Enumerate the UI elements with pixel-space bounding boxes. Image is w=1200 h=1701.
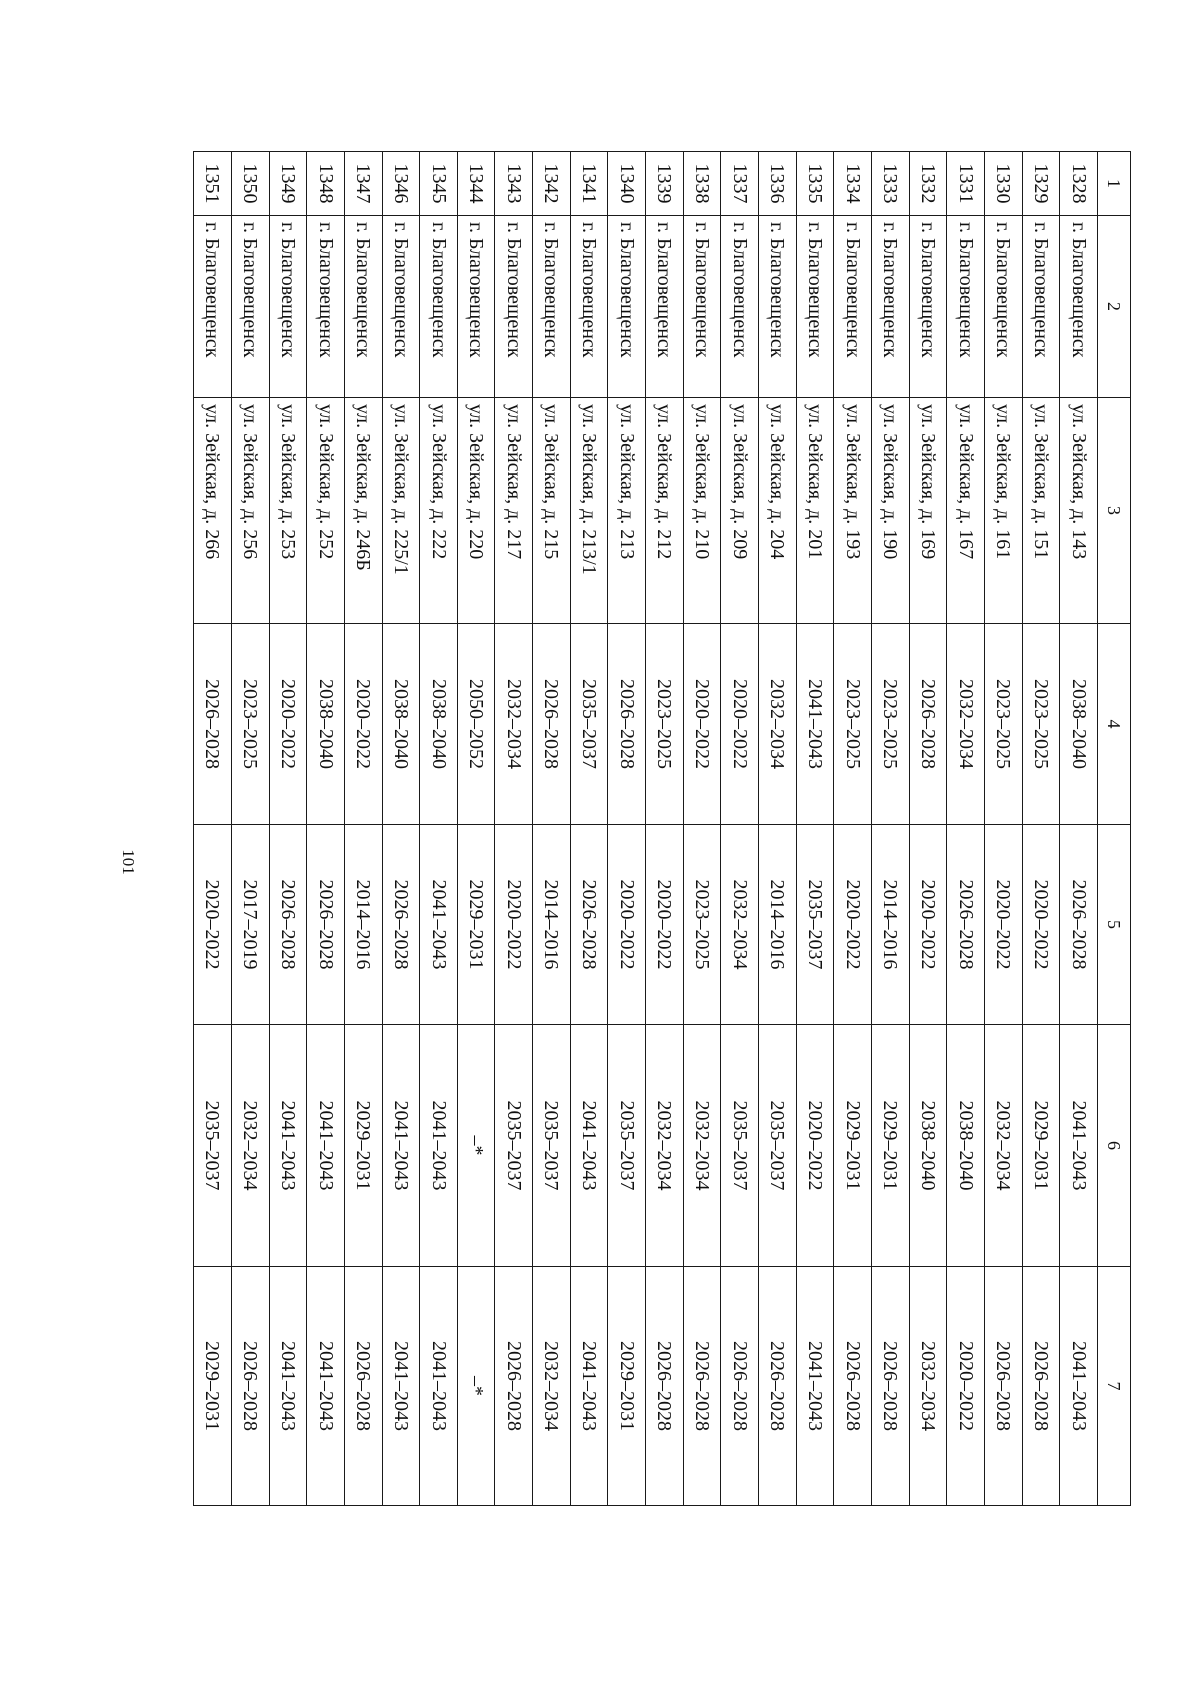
city-cell: г. Благовещенск (796, 216, 834, 398)
row-number-cell: 1346 (382, 152, 420, 216)
period-col6-cell: 2032–2034 (985, 1025, 1023, 1267)
period-col6-cell: 2032–2034 (683, 1025, 721, 1267)
address-cell: ул. Зейская, д. 246Б (344, 398, 382, 624)
period-col6-cell: 2029–2031 (1022, 1025, 1060, 1267)
column-header-2: 2 (1098, 216, 1131, 398)
city-cell: г. Благовещенск (495, 216, 533, 398)
address-cell: ул. Зейская, д. 204 (759, 398, 797, 624)
period-col5-cell: 2032–2034 (721, 825, 759, 1025)
row-number-cell: 1351 (194, 152, 232, 216)
table-row (796, 152, 834, 1506)
table-row (646, 152, 684, 1506)
city-cell: г. Благовещенск (608, 216, 646, 398)
period-col5-cell: 2026–2028 (947, 825, 985, 1025)
period-col5-cell: 2017–2019 (231, 825, 269, 1025)
period-col7-cell: 2041–2043 (796, 1267, 834, 1506)
period-col6-cell: 2035–2037 (495, 1025, 533, 1267)
period-col4-cell: 2023–2025 (231, 624, 269, 825)
address-cell: ул. Зейская, д. 167 (947, 398, 985, 624)
table-row (834, 152, 872, 1506)
period-col6-cell: 2035–2037 (721, 1025, 759, 1267)
row-number-cell: 1348 (307, 152, 345, 216)
period-col6-cell: 2032–2034 (231, 1025, 269, 1267)
table-row (909, 152, 947, 1506)
address-cell: ул. Зейская, д. 209 (721, 398, 759, 624)
period-col7-cell: 2020–2022 (947, 1267, 985, 1506)
city-cell: г. Благовещенск (646, 216, 684, 398)
period-col7-cell: 2026–2028 (495, 1267, 533, 1506)
period-col6-cell: 2029–2031 (344, 1025, 382, 1267)
column-header-1: 1 (1098, 152, 1131, 216)
row-number-cell: 1343 (495, 152, 533, 216)
column-header-7: 7 (1098, 1267, 1131, 1506)
table-row (1022, 152, 1060, 1506)
period-col7-cell: 2041–2043 (382, 1267, 420, 1506)
table-container (193, 151, 1131, 1505)
rotated-table-frame (193, 151, 1131, 1505)
row-number-cell: 1328 (1060, 152, 1098, 216)
address-cell: ул. Зейская, д. 225/1 (382, 398, 420, 624)
period-col5-cell: 2014–2016 (344, 825, 382, 1025)
city-cell: г. Благовещенск (269, 216, 307, 398)
city-cell: г. Благовещенск (1022, 216, 1060, 398)
row-number-cell: 1349 (269, 152, 307, 216)
city-cell: г. Благовещенск (985, 216, 1023, 398)
column-header-5: 5 (1098, 825, 1131, 1025)
address-cell: ул. Зейская, д. 256 (231, 398, 269, 624)
table-row (533, 152, 571, 1506)
period-col4-cell: 2020–2022 (683, 624, 721, 825)
period-col5-cell: 2026–2028 (382, 825, 420, 1025)
row-number-cell: 1345 (420, 152, 458, 216)
row-number-cell: 1344 (457, 152, 495, 216)
table-row (495, 152, 533, 1506)
period-col7-cell: 2026–2028 (646, 1267, 684, 1506)
period-col5-cell: 2026–2028 (570, 825, 608, 1025)
row-number-cell: 1350 (231, 152, 269, 216)
table-row (382, 152, 420, 1506)
period-col5-cell: 2014–2016 (759, 825, 797, 1025)
period-col6-cell: 2041–2043 (382, 1025, 420, 1267)
period-col5-cell: 2020–2022 (909, 825, 947, 1025)
city-cell: г. Благовещенск (759, 216, 797, 398)
period-col6-cell: 2041–2043 (1060, 1025, 1098, 1267)
period-col7-cell: 2041–2043 (570, 1267, 608, 1506)
period-col7-cell: 2032–2034 (909, 1267, 947, 1506)
period-col7-cell: 2026–2028 (683, 1267, 721, 1506)
period-col7-cell: 2041–2043 (420, 1267, 458, 1506)
period-col5-cell: 2020–2022 (608, 825, 646, 1025)
period-col5-cell: 2026–2028 (1060, 825, 1098, 1025)
period-col4-cell: 2020–2022 (344, 624, 382, 825)
period-col6-cell: 2029–2031 (872, 1025, 910, 1267)
period-col4-cell: 2023–2025 (872, 624, 910, 825)
row-number-cell: 1337 (721, 152, 759, 216)
city-cell: г. Благовещенск (457, 216, 495, 398)
column-header-6: 6 (1098, 1025, 1131, 1267)
address-cell: ул. Зейская, д. 210 (683, 398, 721, 624)
table-body (194, 152, 1098, 1506)
period-col4-cell: 2023–2025 (1022, 624, 1060, 825)
header-row (1098, 152, 1131, 1506)
period-col4-cell: 2038–2040 (307, 624, 345, 825)
period-col6-cell: –* (457, 1025, 495, 1267)
period-col6-cell: 2038–2040 (947, 1025, 985, 1267)
city-cell: г. Благовещенск (420, 216, 458, 398)
period-col6-cell: 2020–2022 (796, 1025, 834, 1267)
table-row (269, 152, 307, 1506)
period-col7-cell: 2026–2028 (759, 1267, 797, 1506)
period-col4-cell: 2026–2028 (608, 624, 646, 825)
period-col5-cell: 2020–2022 (646, 825, 684, 1025)
city-cell: г. Благовещенск (231, 216, 269, 398)
table-row (457, 152, 495, 1506)
period-col4-cell: 2041–2043 (796, 624, 834, 825)
column-header-4: 4 (1098, 624, 1131, 825)
address-cell: ул. Зейская, д. 193 (834, 398, 872, 624)
row-number-cell: 1341 (570, 152, 608, 216)
address-cell: ул. Зейская, д. 169 (909, 398, 947, 624)
period-col4-cell: 2020–2022 (269, 624, 307, 825)
city-cell: г. Благовещенск (307, 216, 345, 398)
row-number-cell: 1338 (683, 152, 721, 216)
address-cell: ул. Зейская, д. 215 (533, 398, 571, 624)
city-cell: г. Благовещенск (872, 216, 910, 398)
table-header (1098, 152, 1131, 1506)
period-col7-cell: 2032–2034 (533, 1267, 571, 1506)
period-col5-cell: 2020–2022 (194, 825, 232, 1025)
row-number-cell: 1347 (344, 152, 382, 216)
period-col4-cell: 2038–2040 (382, 624, 420, 825)
period-col4-cell: 2023–2025 (985, 624, 1023, 825)
address-cell: ул. Зейская, д. 253 (269, 398, 307, 624)
period-col5-cell: 2014–2016 (533, 825, 571, 1025)
period-col7-cell: 2029–2031 (608, 1267, 646, 1506)
table-row (420, 152, 458, 1506)
table-row (344, 152, 382, 1506)
table-row (307, 152, 345, 1506)
page-number: 101 (119, 849, 138, 875)
city-cell: г. Благовещенск (909, 216, 947, 398)
address-cell: ул. Зейская, д. 190 (872, 398, 910, 624)
row-number-cell: 1342 (533, 152, 571, 216)
period-col4-cell: 2026–2028 (533, 624, 571, 825)
period-col4-cell: 2050–2052 (457, 624, 495, 825)
row-number-cell: 1333 (872, 152, 910, 216)
address-cell: ул. Зейская, д. 213 (608, 398, 646, 624)
period-col5-cell: 2041–2043 (420, 825, 458, 1025)
city-cell: г. Благовещенск (1060, 216, 1098, 398)
city-cell: г. Благовещенск (533, 216, 571, 398)
period-col7-cell: 2026–2028 (344, 1267, 382, 1506)
period-col7-cell: 2026–2028 (721, 1267, 759, 1506)
period-col5-cell: 2014–2016 (872, 825, 910, 1025)
row-number-cell: 1340 (608, 152, 646, 216)
period-col6-cell: 2041–2043 (307, 1025, 345, 1267)
row-number-cell: 1329 (1022, 152, 1060, 216)
period-col6-cell: 2041–2043 (570, 1025, 608, 1267)
period-col7-cell: 2026–2028 (985, 1267, 1023, 1506)
period-col5-cell: 2020–2022 (834, 825, 872, 1025)
period-col4-cell: 2026–2028 (194, 624, 232, 825)
period-col6-cell: 2035–2037 (533, 1025, 571, 1267)
data-table (193, 151, 1131, 1506)
table-row (608, 152, 646, 1506)
city-cell: г. Благовещенск (194, 216, 232, 398)
address-cell: ул. Зейская, д. 222 (420, 398, 458, 624)
period-col5-cell: 2020–2022 (985, 825, 1023, 1025)
period-col7-cell: 2026–2028 (231, 1267, 269, 1506)
row-number-cell: 1339 (646, 152, 684, 216)
period-col6-cell: 2041–2043 (420, 1025, 458, 1267)
period-col5-cell: 2020–2022 (495, 825, 533, 1025)
period-col6-cell: 2035–2037 (194, 1025, 232, 1267)
city-cell: г. Благовещенск (834, 216, 872, 398)
city-cell: г. Благовещенск (570, 216, 608, 398)
period-col6-cell: 2029–2031 (834, 1025, 872, 1267)
city-cell: г. Благовещенск (344, 216, 382, 398)
table-row (985, 152, 1023, 1506)
table-row (1060, 152, 1098, 1506)
address-cell: ул. Зейская, д. 213/1 (570, 398, 608, 624)
period-col4-cell: 2023–2025 (646, 624, 684, 825)
row-number-cell: 1332 (909, 152, 947, 216)
period-col6-cell: 2035–2037 (608, 1025, 646, 1267)
table-row (683, 152, 721, 1506)
table-row (721, 152, 759, 1506)
period-col5-cell: 2035–2037 (796, 825, 834, 1025)
period-col7-cell: 2026–2028 (834, 1267, 872, 1506)
period-col4-cell: 2035–2037 (570, 624, 608, 825)
city-cell: г. Благовещенск (683, 216, 721, 398)
period-col4-cell: 2032–2034 (947, 624, 985, 825)
city-cell: г. Благовещенск (382, 216, 420, 398)
address-cell: ул. Зейская, д. 201 (796, 398, 834, 624)
period-col6-cell: 2035–2037 (759, 1025, 797, 1267)
address-cell: ул. Зейская, д. 143 (1060, 398, 1098, 624)
period-col7-cell: 2026–2028 (1022, 1267, 1060, 1506)
table-row (947, 152, 985, 1506)
period-col4-cell: 2026–2028 (909, 624, 947, 825)
period-col7-cell: 2041–2043 (1060, 1267, 1098, 1506)
address-cell: ул. Зейская, д. 252 (307, 398, 345, 624)
city-cell: г. Благовещенск (721, 216, 759, 398)
period-col6-cell: 2041–2043 (269, 1025, 307, 1267)
period-col7-cell: 2041–2043 (269, 1267, 307, 1506)
address-cell: ул. Зейская, д. 266 (194, 398, 232, 624)
address-cell: ул. Зейская, д. 217 (495, 398, 533, 624)
column-header-3: 3 (1098, 398, 1131, 624)
row-number-cell: 1334 (834, 152, 872, 216)
period-col5-cell: 2023–2025 (683, 825, 721, 1025)
period-col6-cell: 2032–2034 (646, 1025, 684, 1267)
row-number-cell: 1336 (759, 152, 797, 216)
address-cell: ул. Зейская, д. 212 (646, 398, 684, 624)
period-col7-cell: 2029–2031 (194, 1267, 232, 1506)
period-col4-cell: 2038–2040 (1060, 624, 1098, 825)
period-col5-cell: 2026–2028 (269, 825, 307, 1025)
table-row (194, 152, 232, 1506)
period-col4-cell: 2020–2022 (721, 624, 759, 825)
period-col5-cell: 2020–2022 (1022, 825, 1060, 1025)
period-col7-cell: 2041–2043 (307, 1267, 345, 1506)
table-row (570, 152, 608, 1506)
row-number-cell: 1331 (947, 152, 985, 216)
period-col5-cell: 2026–2028 (307, 825, 345, 1025)
period-col4-cell: 2032–2034 (759, 624, 797, 825)
period-col4-cell: 2038–2040 (420, 624, 458, 825)
address-cell: ул. Зейская, д. 161 (985, 398, 1023, 624)
period-col5-cell: 2029–2031 (457, 825, 495, 1025)
period-col6-cell: 2038–2040 (909, 1025, 947, 1267)
row-number-cell: 1335 (796, 152, 834, 216)
period-col4-cell: 2023–2025 (834, 624, 872, 825)
table-row (231, 152, 269, 1506)
address-cell: ул. Зейская, д. 151 (1022, 398, 1060, 624)
address-cell: ул. Зейская, д. 220 (457, 398, 495, 624)
period-col7-cell: –* (457, 1267, 495, 1506)
period-col7-cell: 2026–2028 (872, 1267, 910, 1506)
table-row (872, 152, 910, 1506)
city-cell: г. Благовещенск (947, 216, 985, 398)
row-number-cell: 1330 (985, 152, 1023, 216)
table-row (759, 152, 797, 1506)
period-col4-cell: 2032–2034 (495, 624, 533, 825)
